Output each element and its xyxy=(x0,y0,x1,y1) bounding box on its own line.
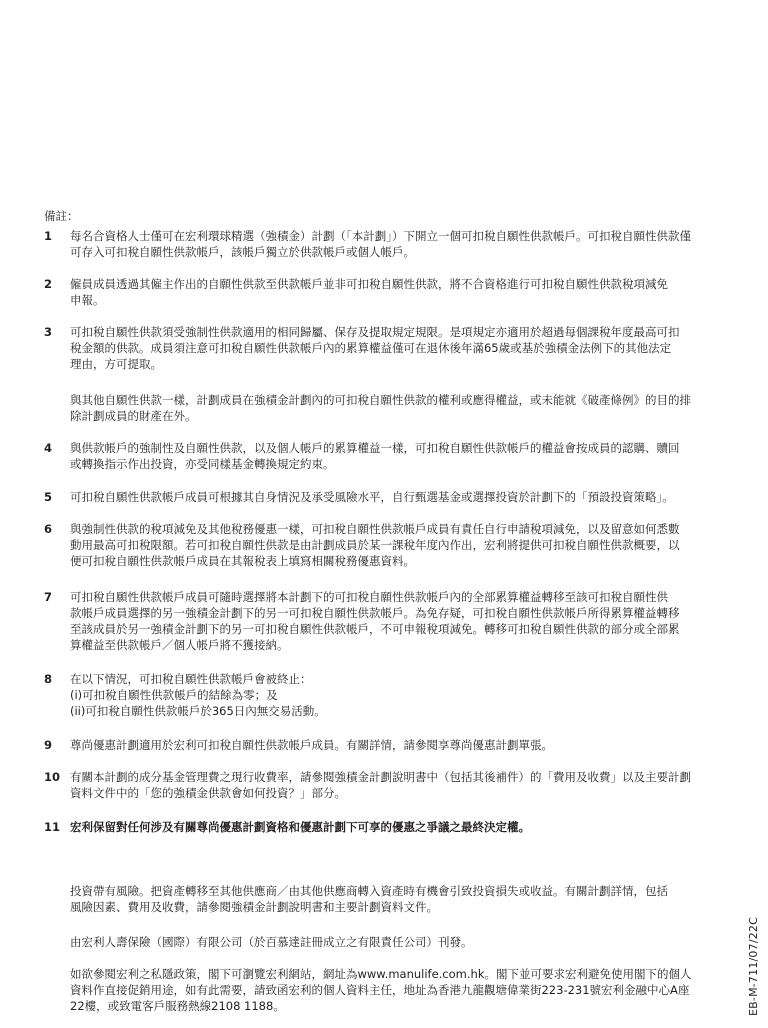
text-line: 稅金額的供款。成員須注意可扣稅自願性供款帳戶內的累算權益僅可在退休後年滿65歲或基於強積金法例下的其他法定 xyxy=(70,341,672,355)
text-line: 資料文件中的「您的強積金供款會如何投資？」部分。 xyxy=(70,786,346,800)
note-number: 10 xyxy=(44,770,61,784)
note-number: 5 xyxy=(44,490,53,504)
note-paragraph xyxy=(70,521,680,569)
note-number: 1 xyxy=(44,229,53,243)
text-line: 至該成員於另一強積金計劃下的另一可扣稅自願性供款帳戶，不可申報稅項減免。轉移可扣稅自願性供款的部分或全部累 xyxy=(70,622,680,636)
text-line: 除計劃成員的財產在外。 xyxy=(70,409,197,423)
text-line: 與其他自願性供款一樣，計劃成員在強積金計劃內的可扣稅自願性供款的權利或應得權益，或未能就《破產條例》的目的排 xyxy=(70,393,691,407)
risk-disclaimer xyxy=(70,883,670,915)
text-line: (i)可扣稅自願性供款帳戶的結餘為零；及 xyxy=(70,688,278,702)
text-line: 算權益至供款帳戶／個人帳戶將不獲接納。 xyxy=(70,638,289,652)
note-number: 2 xyxy=(44,277,53,291)
text-line: 理由，方可提取。 xyxy=(70,357,162,371)
text-line: 宏利保留對任何涉及有關尊尚優惠計劃資格和優惠計劃下可享的優惠之爭議之最終決定權。 xyxy=(70,820,530,834)
note-number: 8 xyxy=(44,672,53,686)
note-paragraph xyxy=(70,489,674,505)
text-line: (ii)可扣稅自願性供款帳戶於365日內無交易活動。 xyxy=(70,704,326,718)
note-number: 7 xyxy=(44,590,53,604)
note-paragraph xyxy=(70,737,553,753)
note-paragraph xyxy=(70,769,691,801)
issuer-statement xyxy=(70,934,670,950)
text-line: 每名合資格人士僅可在宏利環球精選（強積金）計劃（「本計劃」）下開立一個可扣稅自願性供款帳戶。可扣稅自願性供款僅 xyxy=(70,229,691,243)
text-line: 尊尚優惠計劃適用於宏利可扣稅自願性供款帳戶成員。有關詳情，請參閱享尊尚優惠計劃單張。 xyxy=(70,738,553,752)
note-number: 11 xyxy=(44,820,61,834)
text-line: 或轉換指示作出投資，亦受同樣基金轉換規定約束。 xyxy=(70,457,335,471)
text-line: 便可扣稅自願性供款帳戶成員在其報稅表上填寫相關稅務優惠資料。 xyxy=(70,554,415,568)
note-paragraph xyxy=(70,324,680,372)
text-line: 申報。 xyxy=(70,293,105,307)
text-line: 如欲參閱宏利之私隱政策，閣下可瀏覽宏利網站，網址為www.manulife.com.hk。閣下並可要求宏利避免使用閣下的個人 xyxy=(70,967,692,981)
privacy-statement xyxy=(70,966,692,1014)
note-number: 6 xyxy=(44,522,53,536)
text-line: 動用最高可扣稅限額。若可扣稅自願性供款是由計劃成員於某一課稅年度內作出，宏利將提供可扣稅自願性供款概要，以 xyxy=(70,538,680,552)
note-paragraph xyxy=(70,392,691,424)
text-line: 在以下情況，可扣稅自願性供款帳戶會被終止： xyxy=(70,672,312,686)
text-line: 可扣稅自願性供款帳戶成員可根據其自身情況及承受風險水平，自行甄選基金或選擇投資於計劃下的「預設投資策略」。 xyxy=(70,490,674,504)
note-paragraph xyxy=(70,819,530,835)
text-line: 可扣稅自願性供款帳戶成員可隨時選擇將本計劃下的可扣稅自願性供款帳戶內的全部累算權益轉移至該可扣稅自願性供 xyxy=(70,590,668,604)
text-line: 資料作直接促銷用途，如有此需要，請致函宏利的個人資料主任，地址為香港九龍觀塘偉業街223-231號宏利金融中心A座 xyxy=(70,983,690,997)
text-line: 有關本計劃的成分基金管理費之現行收費率，請參閱強積金計劃說明書中（包括其後補件）的「費用及收費」以及主要計劃 xyxy=(70,770,691,784)
text-line: 可存入可扣稅自願性供款帳戶，該帳戶獨立於供款帳戶或個人帳戶。 xyxy=(70,245,415,259)
note-paragraph xyxy=(70,671,326,719)
notes-heading: 備註： xyxy=(44,209,79,223)
text-line: 由宏利人壽保險（國際）有限公司（於百慕達註冊成立之有限責任公司）刊發。 xyxy=(70,935,473,949)
note-number: 3 xyxy=(44,325,53,339)
note-paragraph xyxy=(70,589,680,653)
text-line: 22樓，或致電客戶服務熱線2108 1188。 xyxy=(70,999,285,1013)
text-line: 與強制性供款的稅項減免及其他稅務優惠一樣，可扣稅自願性供款帳戶成員有責任自行申請稅項減免，以及留意如何悉數 xyxy=(70,522,680,536)
text-line: 與供款帳戶的強制性及自願性供款，以及個人帳戶的累算權益一樣，可扣稅自願性供款帳戶的權益會按成員的認購、贖回 xyxy=(70,441,680,455)
note-number: 9 xyxy=(44,738,53,752)
document-code: EB-M-711/07/22C xyxy=(747,916,760,1016)
note-paragraph xyxy=(70,440,680,472)
note-number: 4 xyxy=(44,441,53,455)
text-line: 可扣稅自願性供款須受強制性供款適用的相同歸屬、保存及提取規定規限。是項規定亦適用於超過每個課稅年度最高可扣 xyxy=(70,325,680,339)
text-line: 款帳戶成員選擇的另一強積金計劃下的另一可扣稅自願性供款帳戶。為免存疑，可扣稅自願性供款帳戶所得累算權益轉移 xyxy=(70,606,680,620)
text-line: 投資帶有風險。把資產轉移至其他供應商／由其他供應商轉入資產時有機會引致投資損失或收益。有關計劃詳情，包括 xyxy=(70,884,668,898)
note-paragraph xyxy=(70,228,691,260)
text-line: 僱員成員透過其僱主作出的自願性供款至供款帳戶並非可扣稅自願性供款，將不合資格進行可扣稅自願性供款稅項減免 xyxy=(70,277,668,291)
note-paragraph xyxy=(70,276,668,308)
text-line: 風險因素、費用及收費，請參閱強積金計劃說明書和主要計劃資料文件。 xyxy=(70,900,438,914)
